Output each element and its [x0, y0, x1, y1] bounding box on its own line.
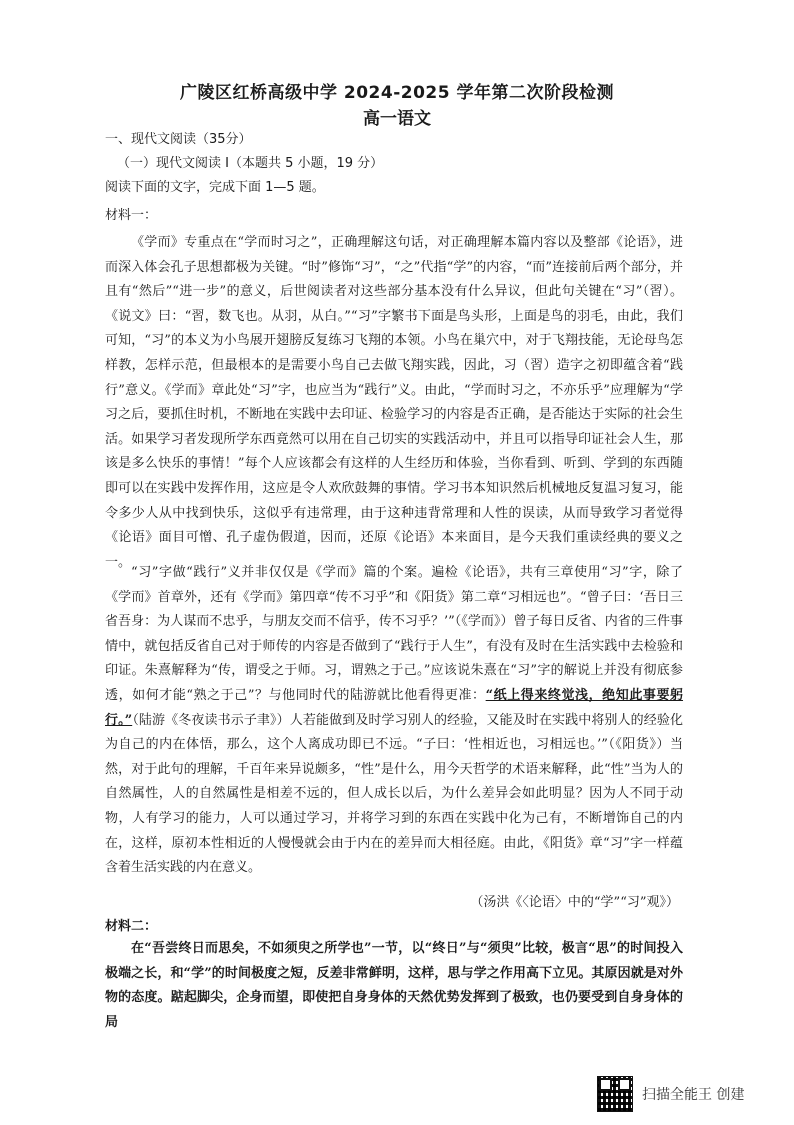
material1-label: 材料一： [105, 208, 158, 223]
material2-paragraph-1 [105, 937, 683, 1035]
scanner-watermark [597, 1076, 744, 1112]
material1-paragraph-1 [105, 231, 683, 575]
section-heading: 一、现代文阅读（35分） [105, 132, 252, 147]
scanner-app-text: 扫描全能王 创建 [642, 1087, 745, 1103]
instruction-text: 阅读下面的文字，完成下面 1—5 题。 [105, 180, 325, 195]
material1-paragraph-2 [105, 561, 683, 881]
qr-code-icon [597, 1076, 633, 1112]
paragraph-text: 《学而》专重点在“学而时习之”，正确理解这句话，对正确理解本篇内容以及整部《论语》，进而深入体会孔子思想都极为关键。“时”修饰“习”，“之”代指“学”的内容，“而”连接前后两个部分，并且有“然后”“进一步”的意义，后世阅读者对这些部分基本没有什么异议，但此句关键在“习”（習）。《说文》曰：“習，数飞也。从羽，从白。”“习”字繁书下面是鸟头形，上面是鸟的羽毛，由此，我们可知，“习”的本义为小鸟展开翅膀反复练习飞翔的本领。小鸟在巢穴中，对于飞翔技能，无论母鸟怎样教，怎样示范，但最根本的是需要小鸟自己去做飞翔实践，因此，习（習）造字之初即蕴含着“践行”意义。《学而》章此处“习”字，也应当为“践行”义。由此，“学而时习之，不亦乐乎”应理解为“学习之后，要抓住时机，不断地在实践中去印证、检验学习的内容是否正确，是否能达于实际的社会生活。如果学习者发现所学东西竟然可以用在自己切实的实践活动中，并且可以指导印证社会人生，那该是多么快乐的事情！”每个人应该都会有这样的人生经历和体验，当你看到、听到、学到的东西随即可以在实践中发挥作用，这应是令人欢欣鼓舞的事情。学习书本知识然后机械地反复温习复习，能令多少人从中找到快乐，这似乎有违常理，由于这种违背常理和人性的误读，从而导致学习者觉得《论语》面目可憎、孔子虚伪假道，因而，还原《论语》本来面目，是今天我们重读经典的要义之一。 [105, 235, 683, 570]
underlined-quote: “纸上得来终觉浅，绝知此事要躬行。” [105, 687, 684, 728]
source-citation: （汤洪《〈论语〉中的“学”“习”观》） [470, 895, 679, 910]
material2-label: 材料二： [105, 919, 158, 934]
paragraph-text-part: （陆游《冬夜读书示子聿》）人若能做到及时学习别人的经验，又能及时在实践中将别人的经验化为自己的内在体悟，那么，这个人离成功即已不远。“子曰：‘性相近也，习相远也。’”（《阳货》）当然，对于此句的理解，千百年来异说颇多，“性”是什么，用今天哲学的术语来解释，此“性”当为人的自然属性，人的自然属性是相差不远的，但人成长以后，为什么差异会如此明显？因为人不同于动物，人有学习的能力，人可以通过学习，并将学习到的东西在实践中化为己有，不断增饰自己的内在，这样，原初本性相近的人慢慢就会由于内在的差异而大相径庭。由此，《阳货》章“习”字一样蕴含着生活实践的内在意义。 [105, 712, 683, 876]
subsection-heading: （一）现代文阅读 I（本题共 5 小题，19 分） [117, 156, 384, 171]
paragraph-text-part: “习”字做“践行”义并非仅仅是《学而》篇的个案。遍检《论语》，共有三章使用“习”字，除了《学而》首章外，还有《学而》第四章“传不习乎”和《阳货》第二章“习相远也”。“曾子曰：‘吾日三省吾身：为人谋而不忠乎，与朋友交而不信乎，传不习乎？’”（《学而》）曾子每日反省、内省的三件事情中，就包括反省自己对于师传的内容是否做到了“践行于人生”，有没有及时在生活实践中去检验和印证。朱熹解释为“传，谓受之于师。习，谓熟之于己。”应该说朱熹在“习”字的解说上并没有彻底参透，如何才能“熟之于己”？与他同时代的陆游就比他看得更准： [105, 565, 683, 703]
paragraph-text [105, 561, 683, 881]
exam-title: 广陵区红桥高级中学 2024-2025 学年第二次阶段检测 [179, 83, 615, 103]
exam-subtitle: 高一语文 [363, 109, 431, 129]
paragraph-text: 在“吾尝终日而思矣，不如须臾之所学也”一节，以“终日”与“须臾”比较，极言“思”的时间投入极端之长，和“学”的时间极度之短，反差非常鲜明，这样，思与学之作用高下立见。其原因就是对外物的态度。踮起脚尖，企身而望，即使把自身身体的天然优势发挥到了极致，也仍要受到自身身体的局 [105, 941, 683, 1030]
